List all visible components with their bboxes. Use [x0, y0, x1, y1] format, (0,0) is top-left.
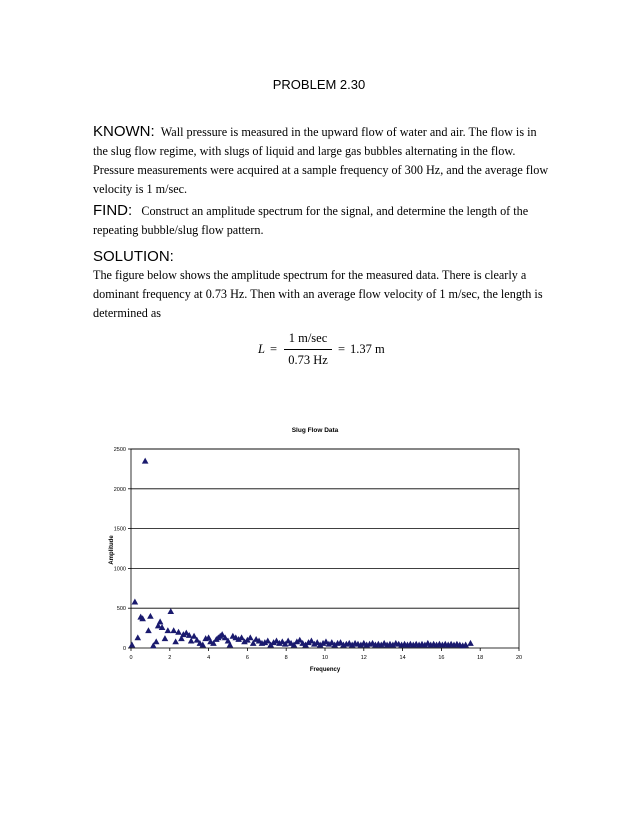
x-tick-label: 0: [129, 655, 133, 661]
y-tick-label: 500: [116, 606, 126, 613]
data-point: [170, 627, 177, 633]
data-point: [175, 629, 182, 635]
data-point: [247, 634, 254, 640]
problem-title: PROBLEM 2.30: [272, 77, 366, 92]
formula-equals-1: =: [270, 342, 278, 356]
chart-xlabel: Frequency: [309, 667, 341, 673]
data-point: [191, 633, 198, 639]
x-tick-label: 10: [321, 655, 329, 661]
formula-result: 1.37 m: [350, 342, 385, 356]
known-heading: KNOWN:: [93, 123, 155, 140]
find-heading: FIND:: [93, 202, 133, 219]
data-point: [129, 642, 136, 648]
data-point: [165, 627, 172, 633]
x-tick-label: 12: [360, 655, 367, 661]
data-point-layer: [129, 458, 474, 649]
x-tick-label: 20: [515, 655, 523, 661]
x-tick-label: 4: [207, 655, 211, 661]
data-point: [132, 599, 139, 605]
y-tick-label: 1000: [113, 566, 126, 573]
chart-title: Slug Flow Data: [291, 427, 339, 434]
axis-layer: [128, 449, 519, 651]
tick-label-layer: [114, 447, 522, 661]
formula-equals-2: =: [338, 342, 346, 356]
solution-text: The figure below shows the amplitude spectrum for the measured data. There is clearly a dominant frequency at 0.73 Hz. Then with an average flow velocity of 1 m/sec, the length is determined as: [93, 268, 543, 320]
data-point: [147, 613, 154, 619]
x-tick-label: 2: [168, 655, 172, 661]
y-tick-label: 2000: [113, 486, 126, 493]
solution-heading: SOLUTION:: [93, 248, 174, 265]
data-point: [172, 638, 179, 644]
x-tick-label: 18: [477, 655, 484, 661]
chart-ylabel: Amplitude: [109, 535, 115, 565]
x-tick-label: 6: [245, 655, 249, 661]
plot-frame: [131, 449, 519, 648]
grid-layer: [131, 449, 519, 608]
y-tick-label: 0: [122, 646, 126, 652]
y-tick-label: 1500: [113, 526, 126, 533]
data-point: [162, 635, 169, 641]
data-point: [145, 627, 152, 633]
formula-numerator: 1 m/sec: [288, 331, 328, 345]
data-point: [467, 640, 474, 646]
x-tick-label: 14: [399, 655, 406, 661]
find-text: Construct an amplitude spectrum for the signal, and determine the length of the repeating bubble/slug flow pattern.: [93, 204, 529, 237]
known-text: Wall pressure is measured in the upward flow of water and air. The flow is in the slug flow regime, with slugs of liquid and large gas bubbles alternating in the flow. Pressure measurements were acquired at a sample frequency of 300 Hz, and the average flow velocity is 1 m/sec.: [93, 125, 549, 196]
x-tick-label: 16: [438, 655, 445, 661]
x-tick-label: 8: [284, 655, 288, 661]
data-point: [142, 458, 149, 464]
data-point: [134, 634, 141, 640]
y-tick-label: 2500: [113, 447, 126, 453]
data-point: [157, 618, 164, 624]
data-point: [153, 638, 160, 644]
formula-lhs: L: [258, 342, 265, 356]
data-point: [167, 608, 174, 614]
formula-denominator: 0.73 Hz: [288, 353, 328, 367]
